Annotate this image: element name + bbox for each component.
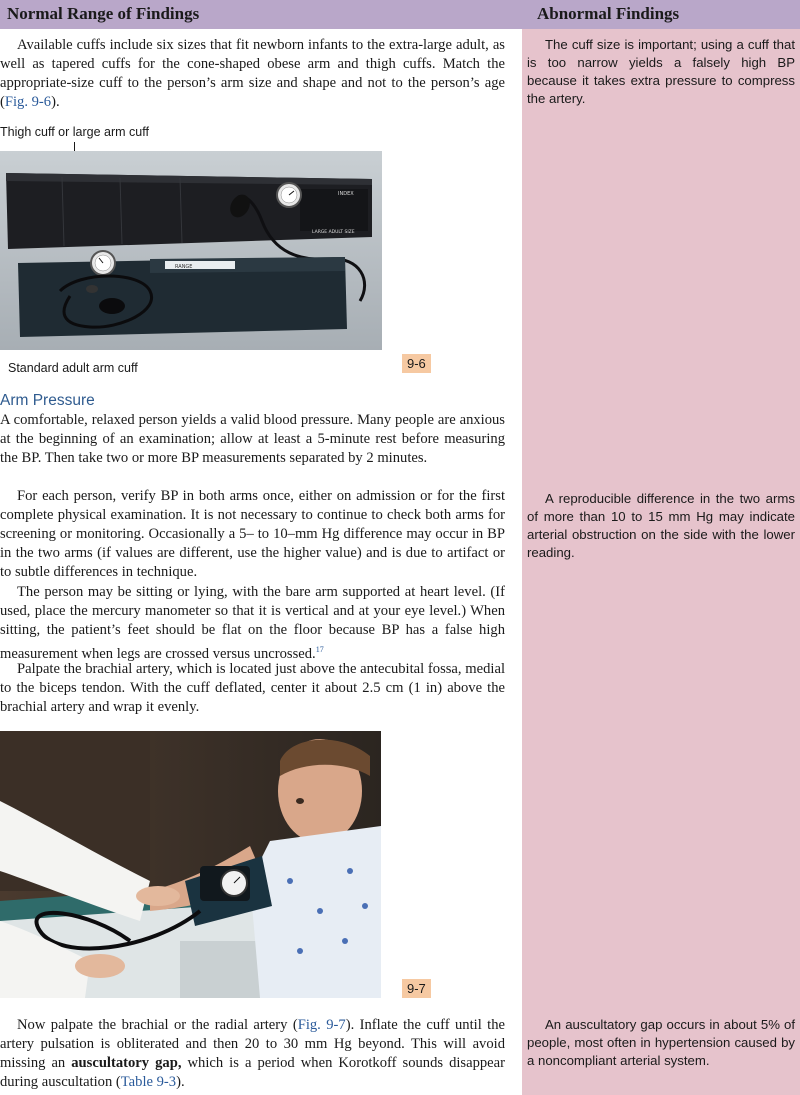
figure-9-7-number: 9-7 [402,979,431,998]
table-9-3-link[interactable]: Table 9-3 [120,1074,177,1090]
thigh-cuff-label: Thigh cuff or large arm cuff [0,125,149,139]
arm-pressure-paragraph-4: Palpate the brachial artery, which is located just above the antecubital fossa, medial to the biceps tendon. With the cuff deflated, center it about 2.5 cm (1 in) above the brachial artery and wrap it evenly. [0,661,505,715]
citation-17[interactable]: 17 [315,645,324,654]
abnormal-note-cuff-size: The cuff size is important; using a cuff that is too narrow yields a falsely high BP because it takes extra pressure to compress the artery. [527,37,795,106]
arm-pressure-paragraph-3: The person may be sitting or lying, with the bare arm supported at heart level. (If used, place the mercury manometer so that it is vertical and at your eye level.) When sitting, the patient’s feet should be flat on the floor because BP has a false high measurement when legs are crossed versus uncrossed.$^{17}$ [0,584,505,662]
auscultatory-gap-term: auscultatory gap, [71,1055,182,1071]
figure-9-6-photo [0,151,382,350]
column-header-bar [0,0,800,29]
auscultatory-gap-paragraph: Now palpate the brachial or the radial artery (Fig. 9-7). Inflate the cuff until the artery pulsation is obliterated and then 20 to 30 mm Hg beyond. This will avoid missing an auscultatory gap, which is a period when Korotkoff sounds disappear during auscultation (Table 9-3). [0,1017,505,1090]
standard-cuff-label: Standard adult arm cuff [8,361,138,375]
abnormal-note-auscultatory-gap: An auscultatory gap occurs in about 5% of people, most often in hypertension caused by a noncompliant arterial system. [527,1017,795,1068]
fig-9-6-link[interactable]: Fig. 9-6 [4,94,52,110]
abnormal-findings-column [522,29,800,1095]
arm-pressure-paragraph-1: A comfortable, relaxed person yields a valid blood pressure. Many people are anxious at the beginning of an examination; allow at least a 5-minute rest before measuring the BP. Then take two or more BP measurements separated by 2 minutes. [0,412,505,466]
fig-9-7-link[interactable]: Fig. 9-7 [297,1017,346,1033]
bp-cuffs-illustration [0,151,382,350]
abnormal-note-arm-difference: A reproducible difference in the two arms of more than 10 to 15 mm Hg may indicate arterial obstruction on the side with the lower reading. [527,491,795,560]
svg-text:RANGE: RANGE [175,264,193,270]
abnormal-findings-heading: Abnormal Findings [537,4,680,23]
arm-pressure-paragraph-2: For each person, verify BP in both arms once, either on admission or for the first complete physical examination. It is not necessary to continue to check both arms for screening or monitoring. Occasionally a 5– to 10–mm Hg difference may occur in BP in the two arms (if values are different, use the higher value) and is due to artifact or to subtle differences in technique. [0,488,505,580]
svg-text:INDEX: INDEX [338,191,354,197]
palpating-artery-illustration [0,731,381,998]
figure-9-6-number: 9-6 [402,354,431,373]
intro-paragraph: Available cuffs include six sizes that fit newborn infants to the extra-large adult, as well as tapered cuffs for the cone-shaped obese arm and thigh cuffs. Match the appropriate-size cuff to the person’s arm size and shape and not to the person’s age (Fig. 9-6). [0,37,505,110]
arm-pressure-heading: Arm Pressure [0,392,95,409]
normal-findings-heading: Normal Range of Findings [7,4,200,23]
svg-text:LARGE ADULT SIZE: LARGE ADULT SIZE [312,230,355,235]
figure-9-7-photo [0,731,381,998]
